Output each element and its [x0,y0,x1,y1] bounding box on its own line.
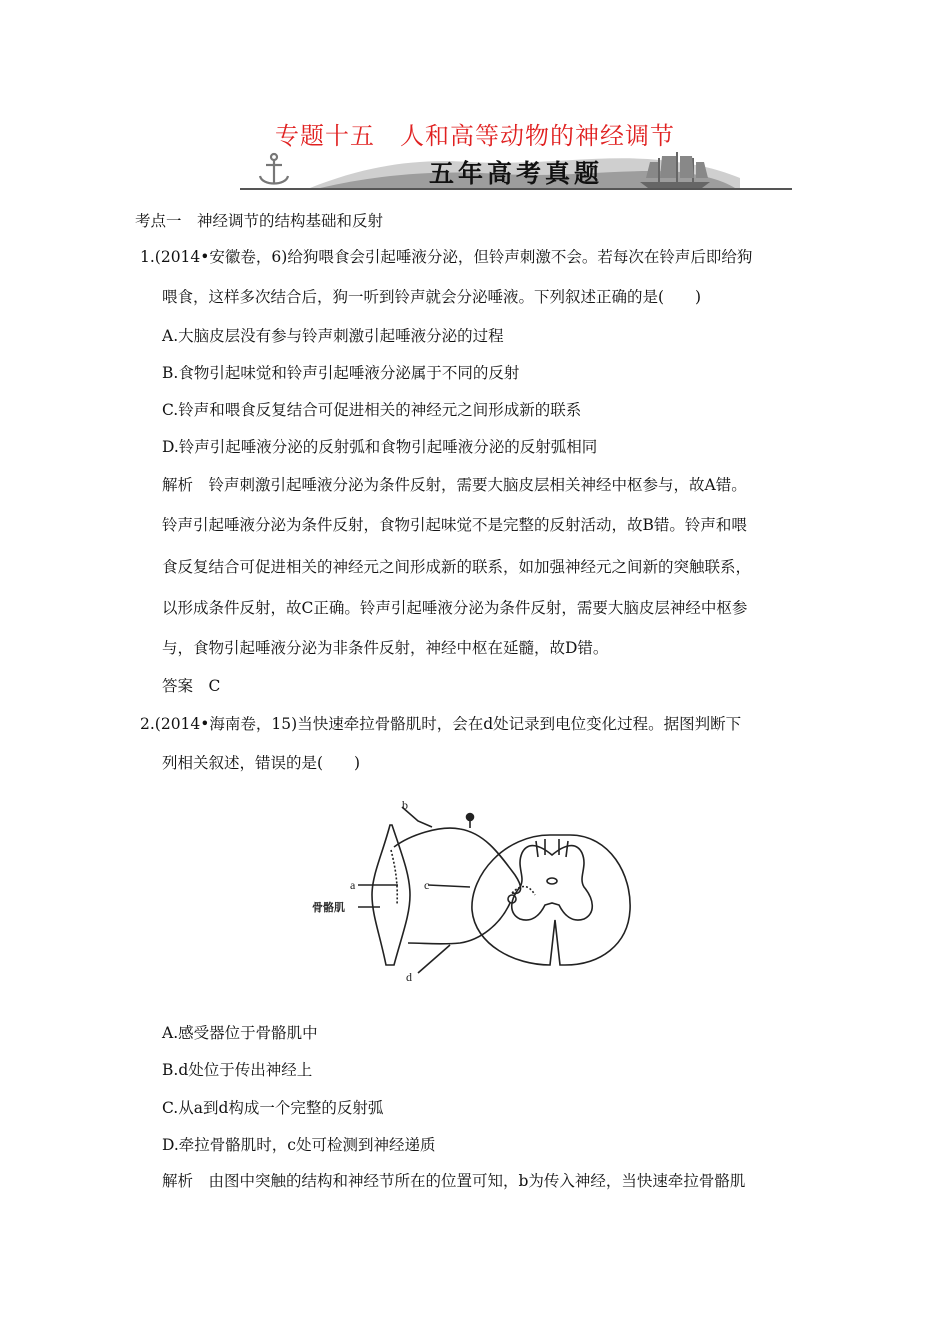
ganglion [467,814,474,821]
gray-matter [512,846,593,920]
reflex-arc-figure [312,795,640,995]
q1-option-b: B.食物引起味觉和铃声引起唾液分泌属于不同的反射 [162,364,520,382]
banner-title: 五年高考真题 [428,159,603,188]
section-heading: 考点一 神经调节的结构基础和反射 [135,212,384,230]
q1-stem-line2: 喂食，这样多次结合后，狗一听到铃声就会分泌唾液。下列叙述正确的是( ) [162,288,702,306]
efferent-nerve [408,903,510,944]
q1-analysis-line3: 食反复结合可促进相关的神经元之间形成新的联系，如加强神经元之间新的突触联系， [162,558,752,576]
q1-option-d: D.铃声引起唾液分泌的反射弧和食物引起唾液分泌的反射弧相同 [162,438,598,456]
q2-option-c: C.从a到d构成一个完整的反射弧 [162,1099,384,1117]
label-b: b [402,798,408,812]
q2-analysis-line1: 解析 由图中突触的结构和神经节所在的位置可知，b为传入神经，当快速牵拉骨骼肌 [162,1172,746,1190]
q2-stem-line1: 2.(2014•海南卷，15)当快速牵拉骨骼肌时，会在d处记录到电位变化过程。据图判断下 [140,715,742,733]
label-a: a [350,878,356,892]
spinal-cord-diagram [312,795,640,995]
q1-answer: 答案 C [162,677,221,695]
q2-option-d: D.牵拉骨骼肌时，c处可检测到神经递质 [162,1136,436,1154]
muscle-shape [372,825,410,965]
q1-option-c: C.铃声和喂食反复结合可促进相关的神经元之间形成新的联系 [162,401,582,419]
label-muscle: 骨骼肌 [312,901,345,914]
q1-stem-line1: 1.(2014•安徽卷，6)给狗喂食会引起唾液分泌，但铃声刺激不会。若每次在铃声后即给狗 [140,248,753,266]
q1-analysis-line5: 与，食物引起唾液分泌为非条件反射，神经中枢在延髓，故D错。 [162,639,609,657]
q2-option-a: A.感受器位于骨骼肌中 [162,1024,318,1042]
q1-analysis-line4: 以形成条件反射，故C正确。铃声引起唾液分泌为条件反射，需要大脑皮层神经中枢参 [162,599,748,617]
q2-stem-line2: 列相关叙述，错误的是( ) [162,754,361,772]
label-c: c [424,878,430,892]
q1-option-a: A.大脑皮层没有参与铃声刺激引起唾液分泌的过程 [162,327,504,345]
label-d: d [406,970,412,984]
q1-analysis-line2: 铃声引起唾液分泌为条件反射，食物引起味觉不是完整的反射活动，故B错。铃声和喂 [162,516,747,534]
section-banner [240,148,792,192]
page-title: 专题十五 人和高等动物的神经调节 [275,122,675,150]
q2-option-b: B.d处位于传出神经上 [162,1061,313,1079]
q1-analysis-line1: 解析 铃声刺激引起唾液分泌为条件反射，需要大脑皮层相关神经中枢参与，故A错。 [162,476,747,494]
afferent-nerve [394,828,521,893]
